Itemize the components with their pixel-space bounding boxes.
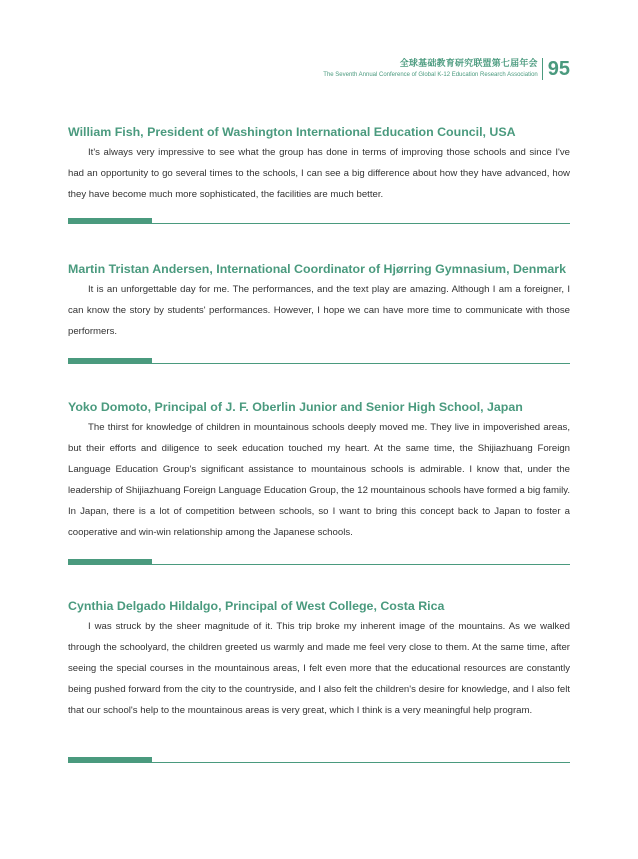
- section-divider: [68, 358, 570, 364]
- testimonial-body: The thirst for knowledge of children in mountainous schools deeply moved me. They live in impoverished areas, but their efforts and diligence to seek education touched my heart. At the same time, the Shijiazhuang Foreign Language Education Group's significant assistance to mountainous schools is admirable. I know that, under the leadership of Shijiazhuang Foreign Language Education Group, the 12 mountainous schools have formed a big family. In Japan, there is a lot of competition between schools, so I want to bring this concept back to Japan to foster a cooperative and win-win relationship among the Japanese schools.: [68, 422, 570, 538]
- testimonial-martin-andersen: [68, 261, 570, 342]
- testimonial-yoko-domoto: [68, 399, 570, 543]
- header-divider: [542, 58, 543, 80]
- divider-accent-bar: [68, 757, 152, 763]
- section-divider: [68, 559, 570, 565]
- conference-title-chinese: 全球基础教育研究联盟第七届年会: [399, 59, 538, 69]
- testimonial-title: William Fish, President of Washington International Education Council, USA: [68, 125, 516, 139]
- header-titles: [323, 59, 537, 79]
- testimonial-title: Cynthia Delgado Hildalgo, Principal of West College, Costa Rica: [68, 599, 445, 613]
- page-header: [323, 58, 570, 80]
- testimonial-cynthia-hildalgo: [68, 598, 570, 721]
- testimonial-title: Martin Tristan Andersen, International Coordinator of Hjørring Gymnasium, Denmark: [68, 262, 566, 276]
- testimonial-body: It is an unforgettable day for me. The performances, and the text play are amazing. Although I am a foreigner, I can know the story by students' performances. However, I hope we can have more time to communicate with those performers.: [68, 284, 570, 337]
- testimonial-title: Yoko Domoto, Principal of J. F. Oberlin Junior and Senior High School, Japan: [68, 400, 523, 414]
- page-number: 95: [547, 58, 570, 80]
- section-divider: [68, 757, 570, 763]
- divider-accent-bar: [68, 559, 152, 565]
- testimonial-body: It's always very impressive to see what the group has done in terms of improving those schools and since I've had an opportunity to go several times to the schools, I can see a big difference about how they have advanced, how they have become much more sophisticated, the facilities are much better.: [68, 147, 570, 200]
- divider-accent-bar: [68, 358, 152, 364]
- testimonial-body: I was struck by the sheer magnitude of it. This trip broke my inherent image of the mountains. As we walked through the schoolyard, the children greeted us warmly and made me feel very close to them. At the same time, after seeing the special courses in the mountainous areas, I felt even more that the educational resources are constantly being pushed forward from the city to the countryside, and I also felt the children's desire for knowledge, and I also felt that our school's help to the mountainous areas is very great, which I think is a very meaningful help program.: [68, 621, 570, 716]
- divider-accent-bar: [68, 218, 152, 224]
- conference-title-english: The Seventh Annual Conference of Global K-12 Education Research Association: [323, 72, 538, 78]
- testimonial-william-fish: [68, 124, 570, 205]
- section-divider: [68, 218, 570, 224]
